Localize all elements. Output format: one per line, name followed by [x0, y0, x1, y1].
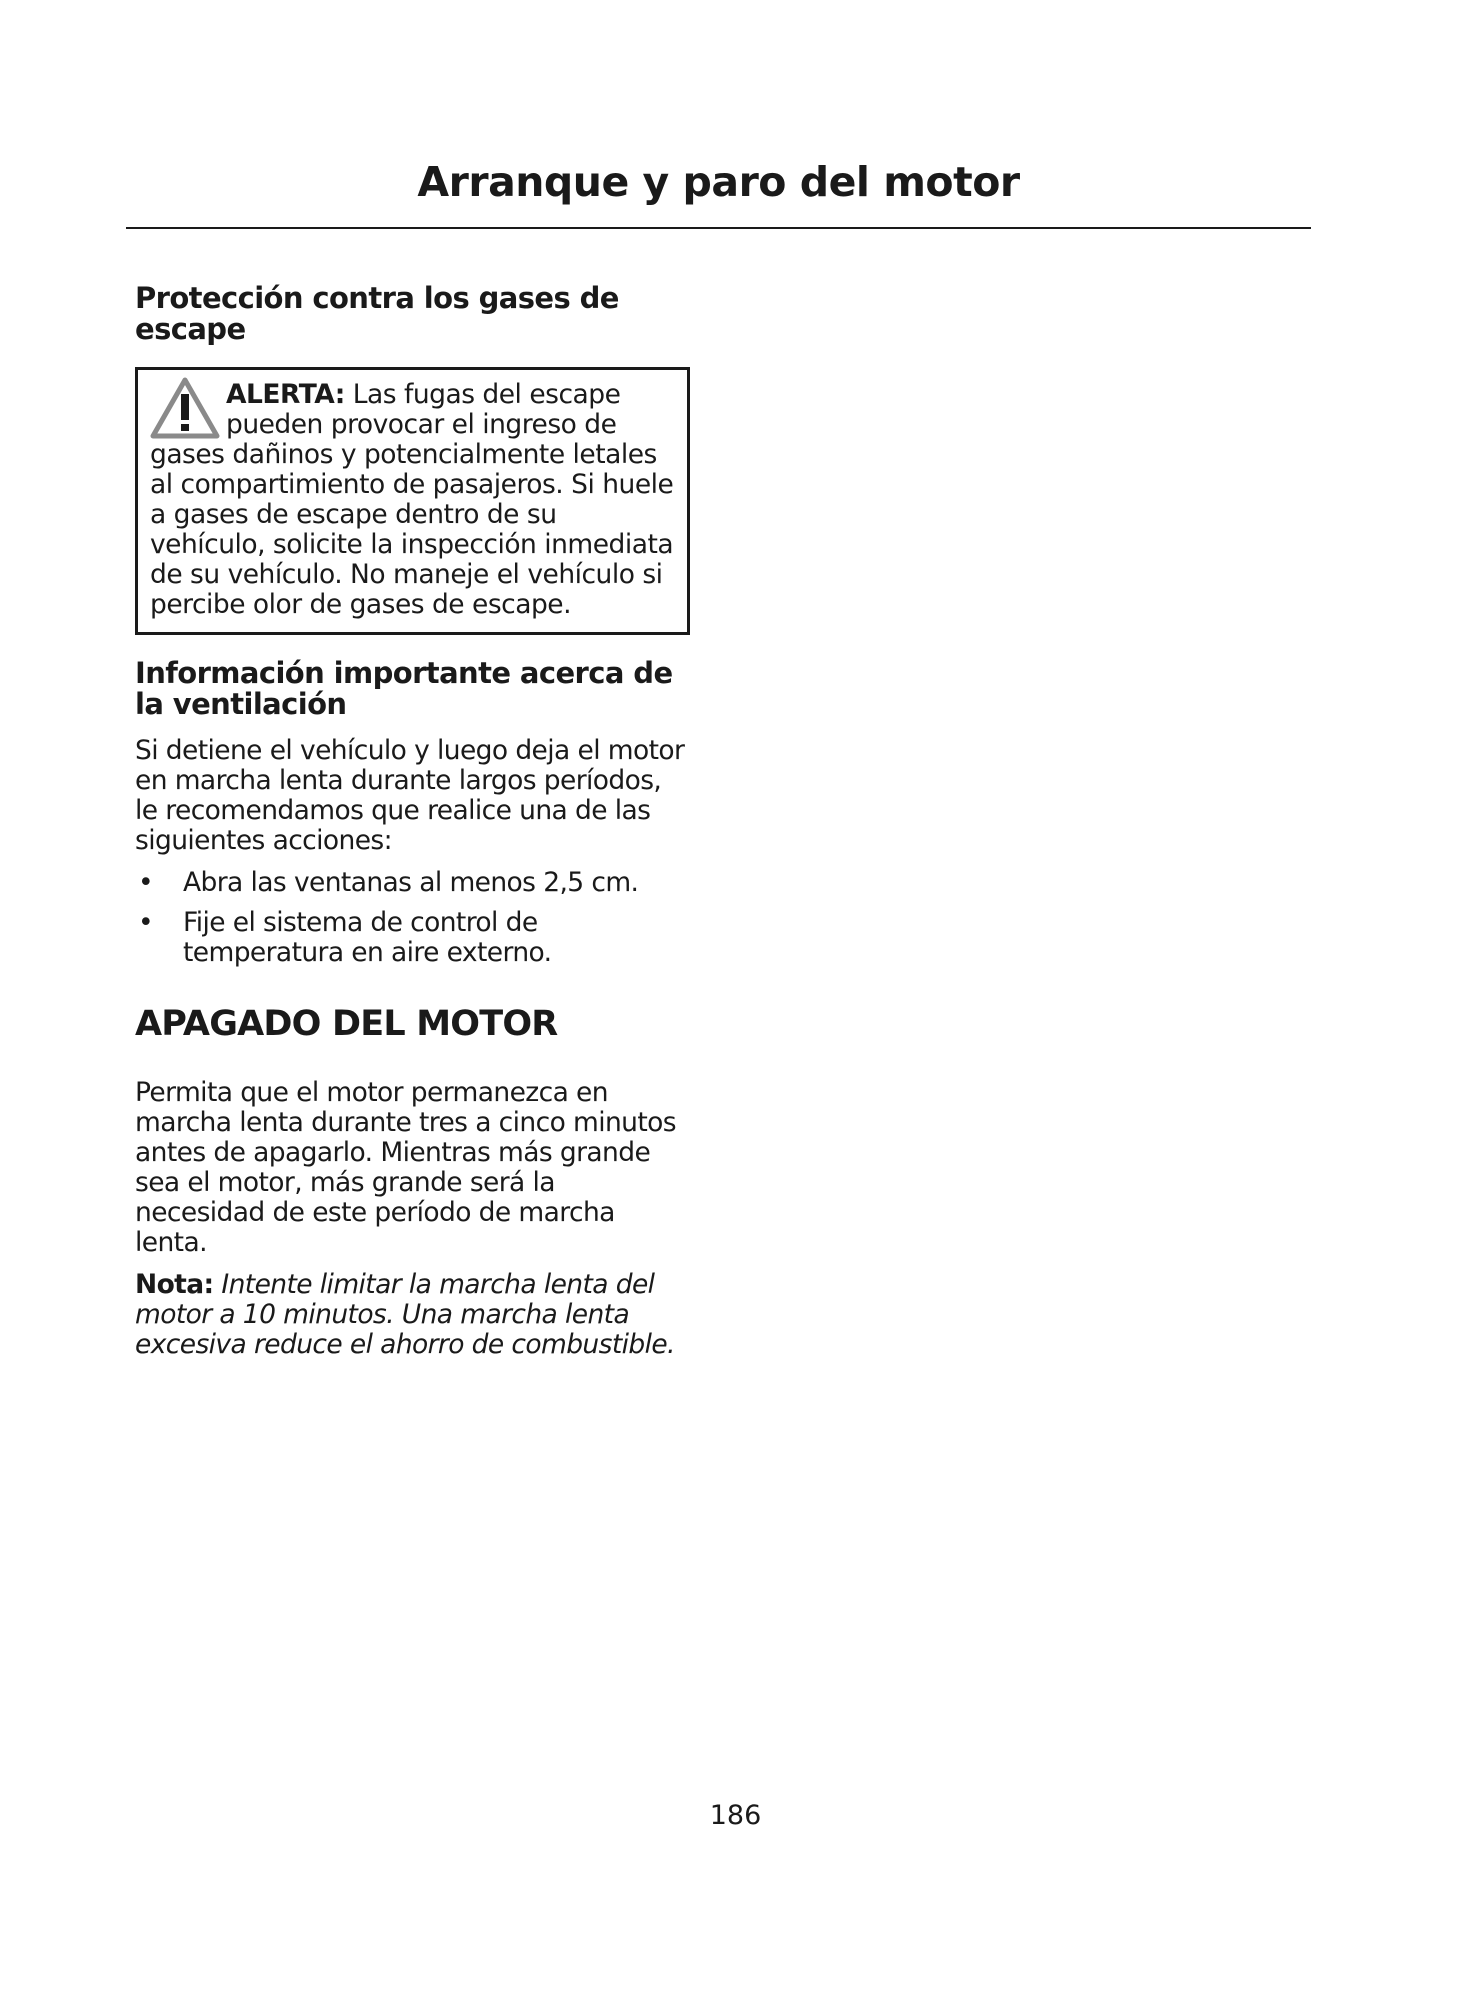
warning-label: ALERTA:	[226, 379, 345, 410]
exhaust-protection-heading: Protección contra los gases de escape	[135, 281, 619, 346]
warning-box	[135, 367, 690, 635]
page-number: 186	[709, 1800, 762, 1831]
warning-triangle-icon	[150, 376, 220, 440]
ventilation-bullet-list	[135, 868, 690, 968]
note-text: Intente limitar la marcha lenta del motor a 10 minutos. Una marcha lenta excesiva reduce el ahorro de combustible.	[135, 1269, 675, 1360]
note	[135, 1270, 690, 1360]
ventilation-heading: Información importante acerca de la ventilación	[135, 656, 673, 721]
title-divider	[126, 227, 1311, 229]
list-item	[135, 868, 690, 898]
engine-shutdown-heading: APAGADO DEL MOTOR	[135, 1004, 558, 1044]
warning-text: Las fugas del escape pueden provocar el ingreso de gases dañinos y potencialmente letales al compartimiento de pasajeros. Si huele a gases de escape dentro de su vehículo, solicite la inspección inmediata de su vehículo. No maneje el vehículo si percibe olor de gases de escape.	[150, 379, 674, 620]
warning-content	[150, 380, 677, 620]
list-item	[135, 908, 690, 968]
ventilation-paragraph: Si detiene el vehículo y luego deja el motor en marcha lenta durante largos períodos, le recomendamos que realice una de las siguientes acciones:	[135, 735, 685, 856]
bullet-text: Abra las ventanas al menos 2,5 cm.	[183, 867, 639, 898]
bullet-icon: •	[138, 867, 154, 898]
page-title: Arranque y paro del motor	[417, 158, 1020, 206]
content-column	[135, 283, 690, 1360]
bullet-text: Fije el sistema de control de temperatura en aire externo.	[183, 907, 552, 968]
bullet-icon: •	[138, 907, 154, 938]
note-label: Nota:	[135, 1269, 214, 1300]
shutdown-paragraph: Permita que el motor permanezca en marcha lenta durante tres a cinco minutos antes de apagarlo. Mientras más grande sea el motor, más grande será la necesidad de este período de marcha lenta.	[135, 1077, 676, 1258]
